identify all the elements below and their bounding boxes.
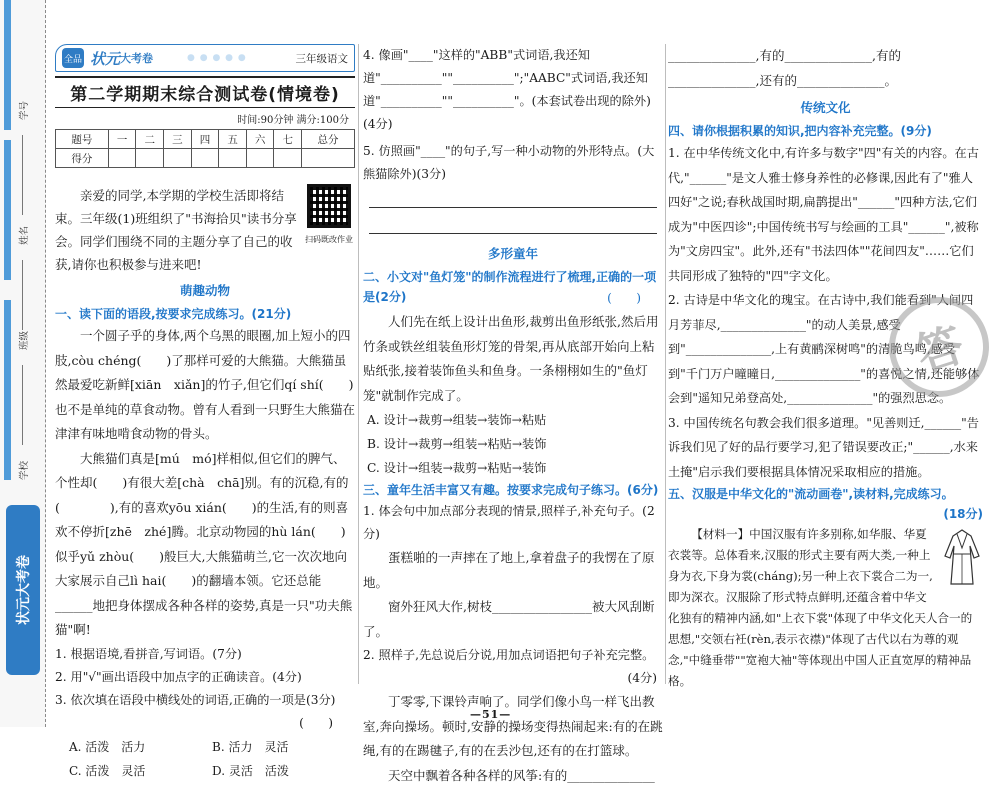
- fill-question-1[interactable]: 1. 在中华传统文化中,有许多与数字"四"有关的内容。在古代,"______"是文人雅士修身养性的必修课,因此有了"雅人四好"之说;春秋战国时期,扁鹊提出"______"四种方法,它们成为"中医四诊";中国传统书写与绘画的工具"______",被称为"文房四宝"。此外,还有"书法四体""花间四友"……它们共同形成了独特的"四"字文化。: [668, 141, 983, 288]
- class-label: 班级: [16, 331, 30, 350]
- student-id-label: 学号: [16, 101, 30, 120]
- brand-name: 状元: [90, 48, 120, 69]
- time-score-line: 时间:90分钟 满分:100分: [55, 111, 349, 126]
- lantern-passage: 人们先在纸上设计出鱼形,裁剪出鱼形纸张,然后用竹条或铁丝组装鱼形灯笼的骨架,再从底部开始向上粘贴纸张,接着装饰鱼头和鱼身。一条栩栩如生的"鱼灯笼"就制作完成了。: [363, 310, 663, 408]
- answer-line[interactable]: [369, 212, 657, 234]
- table-cell: 五: [219, 130, 247, 149]
- option-d[interactable]: D. 灵活 活泼: [212, 759, 355, 783]
- part-two-options: [363, 408, 663, 480]
- side-brand-logo: 状元大考卷: [6, 505, 40, 675]
- table-cell: 总分: [302, 130, 355, 149]
- sentence-question-2-score: (4分): [363, 667, 663, 690]
- score-input-cell[interactable]: [302, 149, 355, 168]
- table-cell: 得分: [56, 149, 109, 168]
- brand-sub: 大考卷: [120, 50, 153, 66]
- name-label: 姓名: [16, 226, 30, 245]
- passage-paragraph-1: 一个圆子乎的身体,两个乌黑的眼圈,加上短小的四肢,còu chéng( )了那样可爱的大熊猫。大熊猫虽然最爱吃新鲜[xiān xiǎn]的竹子,但它们qí shí( )也不是单纯的草食动物。曾有人看到一只野生大熊猫在津津有味地啃食动物的骨头。: [55, 324, 355, 447]
- column-divider: [665, 44, 666, 684]
- score-table-header-row: [56, 130, 355, 149]
- part-two-title: 二、小文对"鱼灯笼"的制作流程进行了梳理,正确的一项是(2分): [363, 267, 663, 307]
- score-input-cell[interactable]: [246, 149, 274, 168]
- score-input-cell[interactable]: [108, 149, 136, 168]
- table-cell: 六: [246, 130, 274, 149]
- watermark-stamp: 答: [876, 284, 1002, 410]
- intro-block: [55, 184, 355, 276]
- binding-strip: [0, 0, 46, 727]
- option-a[interactable]: A. 设计→裁剪→组装→装饰→粘贴: [367, 408, 663, 432]
- decorative-dots: ● ● ● ● ●: [187, 53, 247, 63]
- part-four-title: 四、请你根据积累的知识,把内容补充完整。(9分): [668, 121, 983, 141]
- fill-question-3[interactable]: 3. 中国传统名句教会我们很多道理。"见善则迁,______"告诉我们见了好的品行要学习,犯了错误要改正;"______,水来土掩"启示我们要根据具体情况采取相应的措施。: [668, 411, 983, 485]
- student-id-line: [22, 135, 23, 215]
- intro-text: 亲爱的同学,本学期的学校生活即将结束。三年级(1)班组织了"书海拾贝"读书分享会。同学们围绕不同的主题分享了自己的收获,请你也积极参与进来吧!: [55, 184, 355, 276]
- answer-paren[interactable]: ( ): [363, 287, 663, 310]
- table-cell: 七: [274, 130, 302, 149]
- question-3-options: [55, 735, 355, 783]
- option-b[interactable]: B. 活力 灵活: [212, 735, 355, 759]
- question-1: 1. 根据语境,看拼音,写词语。(7分): [55, 643, 355, 666]
- school-label: 学校: [16, 461, 30, 480]
- option-c[interactable]: C. 设计→组装→裁剪→粘贴→装饰: [367, 456, 663, 480]
- table-cell: 二: [136, 130, 164, 149]
- score-input-cell[interactable]: [274, 149, 302, 168]
- column-middle: [363, 44, 663, 788]
- binding-color-bar: [4, 300, 11, 480]
- sentence-question-1: 1. 体会句中加点部分表现的情景,照样子,补充句子。(2分): [363, 500, 663, 546]
- sentence-blank-2[interactable]: 天空中飘着各种各样的风筝:有的______________: [363, 764, 663, 788]
- page-number: —51—: [470, 708, 511, 721]
- section-cute-animals: 萌趣动物: [55, 281, 355, 299]
- sentence-example-1: 蛋糕啪的一声摔在了地上,拿着盘子的我愣在了原地。: [363, 546, 663, 595]
- grade-label: 三年级语文: [296, 51, 349, 66]
- column-left: [55, 44, 355, 783]
- brand-header: [55, 44, 355, 72]
- column-right: [668, 44, 983, 692]
- binding-color-bar: [4, 0, 11, 130]
- fill-question-2[interactable]: 2. 古诗是中华文化的瑰宝。在古诗中,我们能看到"人间四月芳菲尽,______________"的动人美景,感受到"______________,上有黄鹂深树鸣"的清脆鸟鸣,感受到"千门万户曈曈日,______________"的喜悦之情,还能够体会到"遥知兄弟登高处,______________"的强烈思念。: [668, 288, 983, 411]
- score-input-cell[interactable]: [219, 149, 247, 168]
- part-one-title: 一、读下面的语段,按要求完成练习。(21分): [55, 304, 355, 324]
- material-one: 【材料一】中国汉服有许多别称,如华服、华夏衣裳等。总体看来,汉服的形式主要有两大类,一种上身为衣,下身为裳(cháng);另一种上衣下裳合二为一,即为深衣。汉服除了形式特点鲜明,还蕴含着中华文化独有的精神内涵,如"上衣下裳"体现了中华文化天人合一的思想,"交领右衽(rèn,表示衣襟)"体现了古代以右为尊的观念,"中缝垂带""宽袍大袖"等体现出中国人正直宽厚的精神品格。: [668, 524, 983, 692]
- hanfu-illustration-icon: [941, 526, 983, 588]
- question-2: 2. 用"√"画出语段中加点字的正确读音。(4分): [55, 666, 355, 689]
- question-3: 3. 依次填在语段中横线处的词语,正确的一项是(3分): [55, 689, 355, 712]
- table-cell: 一: [108, 130, 136, 149]
- score-table: [55, 129, 355, 168]
- score-input-cell[interactable]: [164, 149, 192, 168]
- answer-paren[interactable]: ( ): [55, 712, 355, 735]
- table-cell: 四: [191, 130, 219, 149]
- sentence-example-2: 丁零零,下课铃声响了。同学们像小鸟一样飞出教室,奔向操场。顿时,安静的操场变得热闹起来:有的在跳绳,有的在踢毽子,有的在丢沙包,还有的在打篮球。: [363, 690, 663, 764]
- column-divider: [358, 44, 359, 684]
- qr-label: 扫码既改作业: [303, 228, 355, 251]
- paper-title: 第二学期期末综合测试卷(情境卷): [55, 76, 355, 108]
- qr-code-icon[interactable]: [307, 184, 351, 228]
- class-line: [22, 365, 23, 445]
- sentence-question-2: 2. 照样子,先总说后分说,用加点词语把句子补充完整。: [363, 644, 663, 667]
- table-cell: 题号: [56, 130, 109, 149]
- name-line: [22, 260, 23, 330]
- sentence-blank-1[interactable]: 窗外狂风大作,树枝________________被大风刮断了。: [363, 595, 663, 644]
- score-input-cell[interactable]: [136, 149, 164, 168]
- part-five-title: 五、汉服是中华文化的"流动画卷",读材料,完成练习。: [668, 484, 983, 504]
- option-b[interactable]: B. 设计→裁剪→组装→粘贴→装饰: [367, 432, 663, 456]
- section-traditional-culture: 传统文化: [668, 98, 983, 116]
- question-4: 4. 像画"____"这样的"ABB"式词语,我还知道"__________""__________";"AABC"式词语,我还知道"__________""__________"。(本套试卷出现的除外)(4分): [363, 44, 663, 136]
- part-three-title: 三、童年生活丰富又有趣。按要求完成句子练习。(6分): [363, 480, 663, 500]
- binding-color-bar: [4, 140, 11, 280]
- publisher-logo-icon: 全品: [62, 48, 84, 68]
- part-five-score: (18分): [668, 504, 983, 524]
- passage-paragraph-2: 大熊猫们真是[mú mó]样相似,但它们的脾气、个性却( )有很大差[chà chā]别。有的沉稳,有的( ),有的喜欢yōu xián( )的生活,有的则喜欢不停折[zhē zhé]腾。北京动物园的hù lán( )似乎yǔ zhòu( )般巨大,大熊猫萌兰,它一次次地向大家展示自己lì hai( )的翻墙本领。它还总能______地把身体摆成各种各样的姿势,真是一只"功夫熊猫"啊!: [55, 447, 355, 643]
- sentence-blank-2-continued[interactable]: ______________,有的______________,有的______________,还有的______________。: [668, 44, 983, 93]
- question-5: 5. 仿照画"____"的句子,写一种小动物的外形特点。(大熊猫除外)(3分): [363, 140, 663, 186]
- section-childhood: 多形童年: [363, 244, 663, 262]
- table-cell: 三: [164, 130, 192, 149]
- option-c[interactable]: C. 活泼 灵活: [69, 759, 212, 783]
- qr-code-block[interactable]: [303, 184, 355, 251]
- option-a[interactable]: A. 活泼 活力: [69, 735, 212, 759]
- score-input-cell[interactable]: [191, 149, 219, 168]
- answer-line[interactable]: [369, 186, 657, 208]
- score-table-score-row: [56, 149, 355, 168]
